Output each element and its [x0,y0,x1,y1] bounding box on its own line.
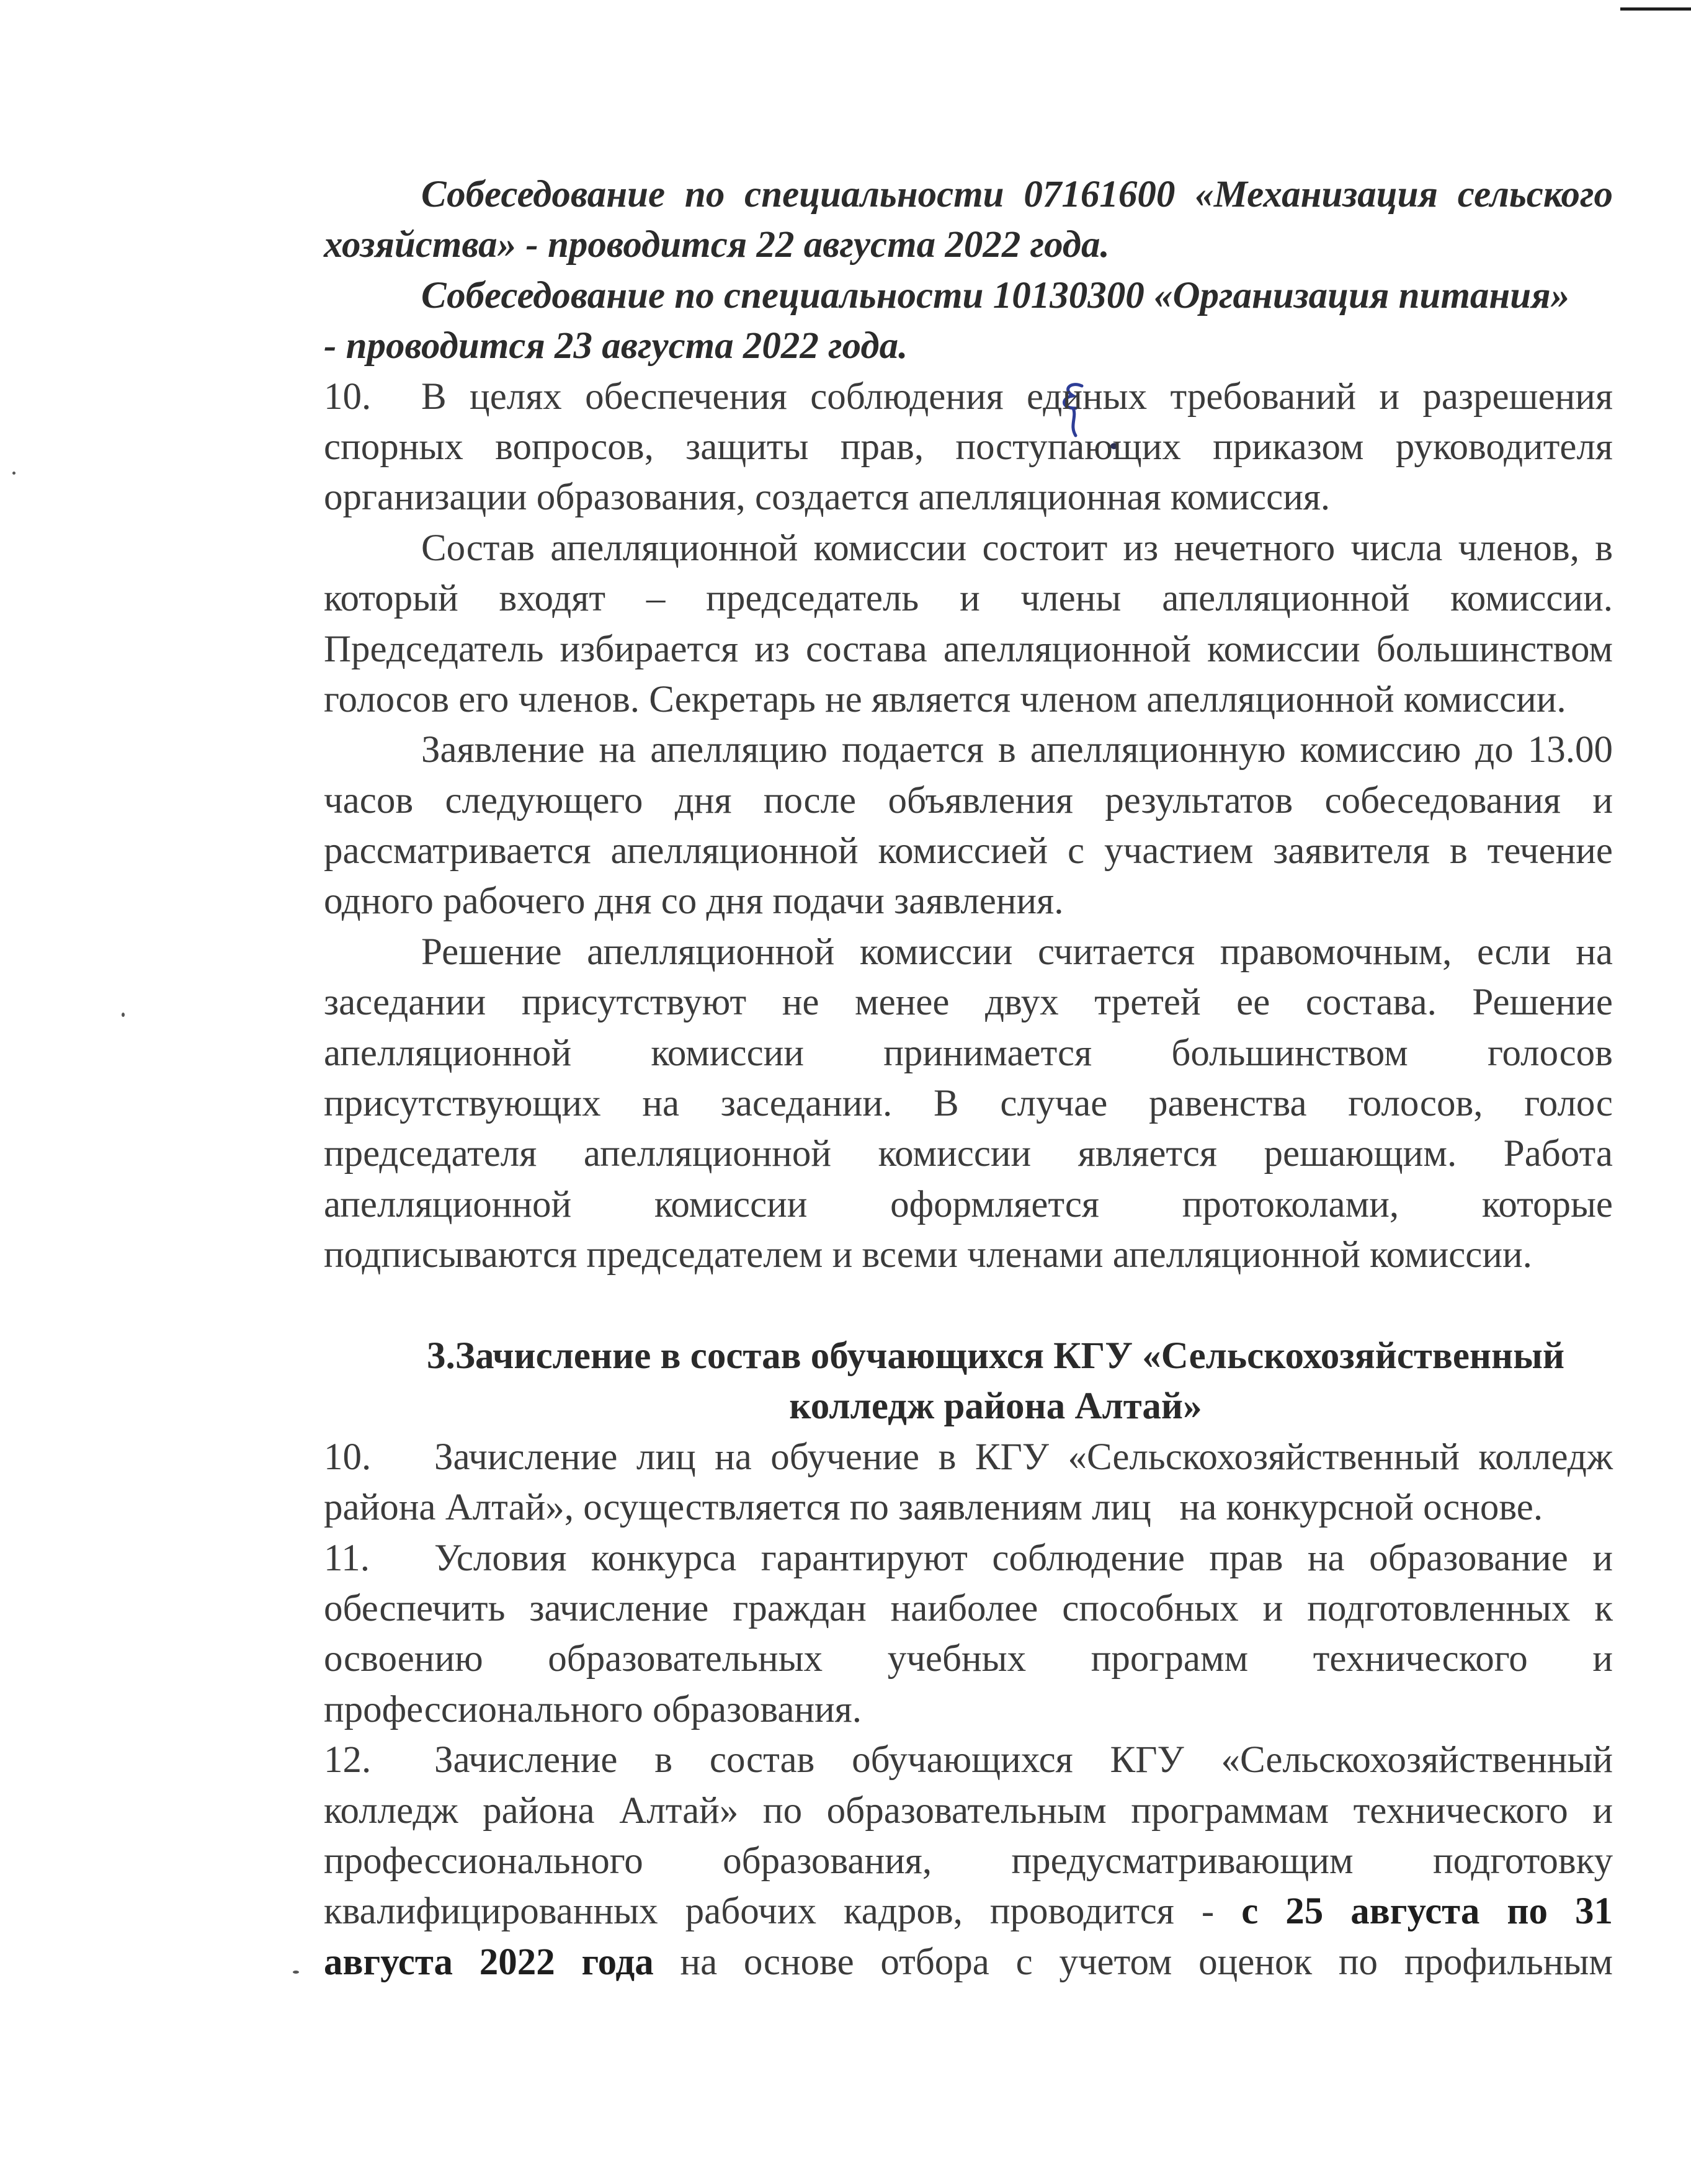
text-line: Решение апелляционной комиссии считается правомочным, если на [421,931,1613,973]
line-text: Условия конкурса гарантируют соблюдение прав на образование и [434,1537,1613,1579]
scan-speck [122,1013,125,1017]
heading-line: колледж района Алтай» [789,1385,1202,1428]
text-line [324,1432,1613,1482]
text-line: подписываются председателем и всеми членами апелляционной комиссии. [324,1234,1532,1276]
text-line: голосов его членов. Секретарь не является членом апелляционной комиссии. [324,678,1566,720]
regular-text: квалифицированных рабочих кадров, проводится - [324,1891,1215,1933]
text-line: Собеседование по специальности 10130300 «Организация питания» [421,274,1570,316]
text-line: обеспечить зачисление граждан наиболее способных и подготовленных к [324,1587,1613,1629]
text-line [324,1886,1613,1936]
line-text: В целях обеспечения соблюдения единых требований и разрешения [421,375,1613,418]
text-line: присутствующих на заседании. В случае равенства голосов, голос [324,1083,1613,1125]
text-line: который входят – председатель и члены апелляционной комиссии. [324,578,1613,620]
appeal-paragraph [324,523,1613,725]
line-text: Зачисление в состав обучающихся КГУ «Сельскохозяйственный [434,1739,1613,1781]
text-line: апелляционной комиссии принимается большинством голосов [324,1032,1613,1074]
text-line [324,1937,1613,1987]
text-line: Заявление на апелляцию подается в апелляционную комиссию до 13.00 [421,729,1613,771]
interview-schedule-paragraph [324,271,1613,372]
text-line: председателя апелляционной комиссии является решающим. Работа [324,1133,1613,1175]
item-number: 12. [324,1739,372,1781]
enrollment-item [324,1735,1613,1987]
text-line: профессионального образования, предусматривающим подготовку [324,1840,1613,1882]
scan-speck [12,472,16,475]
text-line: апелляционной комиссии оформляется протоколами, которые [324,1183,1613,1225]
text-line: Состав апелляционной комиссии состоит из нечетного числа членов, в [421,527,1613,569]
scan-speck [293,1971,299,1974]
text-line: профессионального образования. [324,1688,862,1730]
paragraph-spacer [324,1281,1613,1331]
line-text: Зачисление лиц на обучение в КГУ «Сельскохозяйственный колледж [434,1436,1613,1478]
item-number: 10. [324,1436,372,1478]
section-heading [324,1331,1613,1432]
scan-edge-mark [1620,7,1691,11]
text-line [324,372,1613,422]
enrollment-item [324,1432,1613,1533]
document-body [324,169,1613,1987]
text-line: организации образования, создается апелляционная комиссия. [324,477,1331,519]
interview-schedule-paragraph [324,169,1613,271]
bold-text: августа 2022 года [324,1941,654,1983]
appeal-paragraph [324,725,1613,927]
text-line [324,1533,1613,1583]
text-line: спорных вопросов, защиты прав, поступающих приказом руководителя [324,426,1613,468]
text-line: рассматривается апелляционной комиссией с участием заявителя в течение [324,830,1613,872]
text-line [324,1735,1613,1785]
text-line: Председатель избирается из состава апелляционной комиссии большинством [324,628,1613,670]
text-line: колледж района Алтай» по образовательным программам технического и [324,1789,1613,1832]
bold-text: с 25 августа по 31 [1241,1891,1613,1933]
text-line: Собеседование по специальности 07161600 «Механизация сельского [421,174,1613,215]
appeal-item [324,372,1613,523]
regular-text: на основе отбора с учетом оценок по профильным [680,1941,1613,1983]
heading-line: 3.Зачисление в состав обучающихся КГУ «Сельскохозяйственный [427,1335,1564,1377]
text-line: хозяйства» - проводится 22 августа 2022 года. [324,224,1110,266]
item-number: 11. [324,1537,370,1579]
text-line: одного рабочего дня со дня подачи заявления. [324,880,1064,923]
item-number: 10. [324,375,372,418]
text-line: заседании присутствуют не менее двух третей ее состава. Решение [324,982,1613,1024]
text-line: района Алтай», осуществляется по заявлениям лиц на конкурсной основе. [324,1487,1543,1529]
text-line: часов следующего дня после объявления результатов собеседования и [324,779,1613,821]
text-line: освоению образовательных учебных программ технического и [324,1638,1613,1680]
text-line: - проводится 23 августа 2022 года. [324,325,908,367]
enrollment-item [324,1533,1613,1735]
appeal-paragraph [324,927,1613,1281]
